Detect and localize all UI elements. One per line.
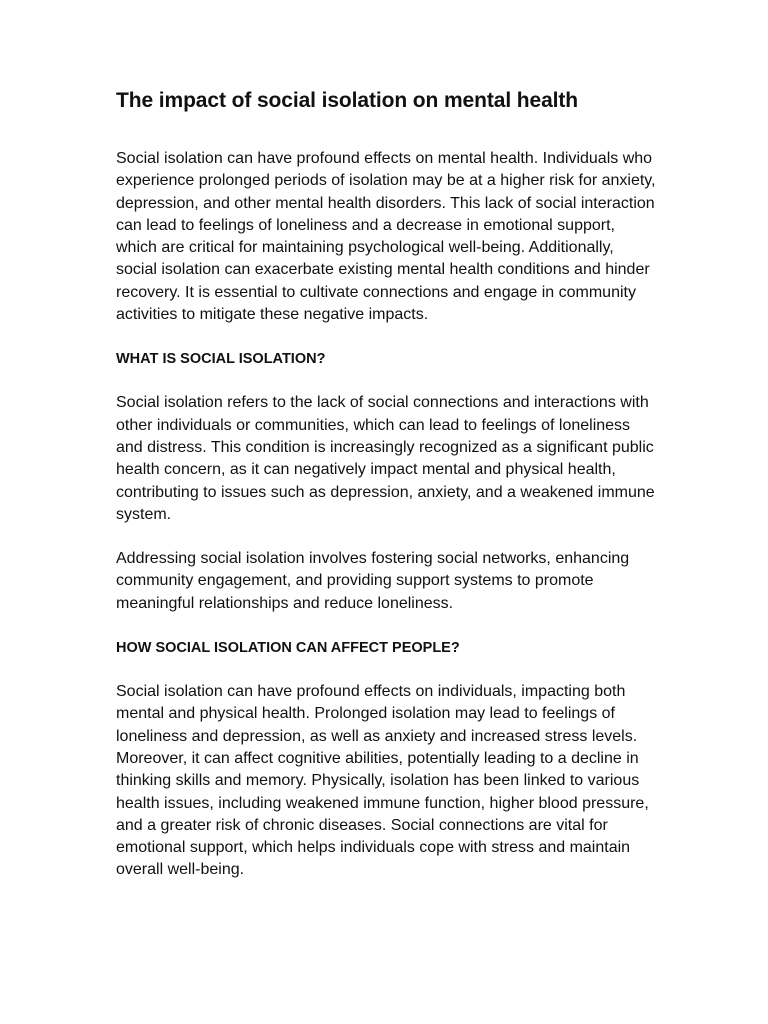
section-heading: HOW SOCIAL ISOLATION CAN AFFECT PEOPLE? <box>116 640 460 657</box>
intro-paragraph: Social isolation can have profound effects on mental health. Individuals who experience prolonged periods of isolation may be at a higher risk for anxiety, depression, and other mental health disorders. This lack of social interaction can lead to feelings of loneliness and a decrease in emotional support, which are critical for maintaining psychological well-being. Additionally, social isolation can exacerbate existing mental health conditions and hinder recovery. It is essential to cultivate connections and engage in community activities to mitigate these negative impacts. <box>116 150 656 324</box>
section-paragraph: Social isolation can have profound effects on individuals, impacting both mental and physical health. Prolonged isolation may lead to feelings of loneliness and depression, as well as anxiety and increased stress levels. Moreover, it can affect cognitive abilities, potentially leading to a decline in thinking skills and memory. Physically, isolation has been linked to various health issues, including weakened immune function, higher blood pressure, and a greater risk of chronic diseases. Social connections are vital for emotional support, which helps individuals cope with stress and maintain overall well-being. <box>116 683 649 879</box>
document-title: The impact of social isolation on mental health <box>116 89 579 112</box>
section-heading: WHAT IS SOCIAL ISOLATION? <box>116 351 326 368</box>
section-paragraph: Addressing social isolation involves fostering social networks, enhancing community engagement, and providing support systems to promote meaningful relationships and reduce loneliness. <box>116 550 630 612</box>
document-page <box>116 86 656 904</box>
section-paragraph: Social isolation refers to the lack of social connections and interactions with other individuals or communities, which can lead to feelings of loneliness and distress. This condition is increasingly recognized as a significant public health concern, as it can negatively impact mental and physical health, contributing to issues such as depression, anxiety, and a weakened immune system. <box>116 394 655 523</box>
section-how-isolation-affects-people <box>116 637 656 882</box>
section-what-is-social-isolation <box>116 348 656 615</box>
